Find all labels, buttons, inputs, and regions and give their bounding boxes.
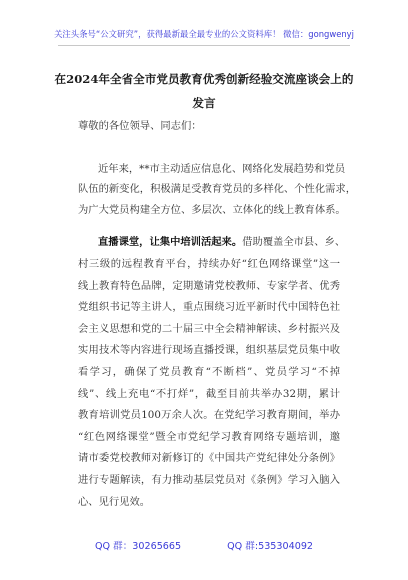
header-note: 关注头条号“公文研究”，获得最新最全最专业的公文资料库！ 微信：gongwenyj: [54, 29, 354, 39]
salutation: 尊敬的各位领导、同志们：: [78, 120, 202, 132]
paragraph-2-line-6: 实用技术等内容进行现场直播授课，组织基层党员集中收: [78, 344, 340, 356]
paragraph-2-line-13: 心、见行见效。: [78, 496, 151, 508]
paragraph-1-line-3: 为广大党员构建全方位、多层次、立体化的线上教育体系。: [78, 204, 346, 216]
paragraph-1-line-2: 队伍的新变化，积极满足受教育党员的多样化、个性化需求，: [78, 183, 357, 195]
paragraph-2-first-rest: 借助覆盖全市县、乡、: [242, 236, 346, 248]
paragraph-2-line-4: 党组织书记等主讲人，重点围绕习近平新时代中国特色社: [78, 301, 340, 313]
paragraph-2-line-1: [98, 235, 346, 249]
footer-qq-group-2: QQ 群:535304092: [227, 541, 314, 552]
document-title-line-1: 在2024年全省全市党员教育优秀创新经验交流座谈会上的: [54, 72, 354, 86]
paragraph-2-line-8: 线”、线上充电“不打烊”，截至目前共举办32期，累计: [78, 388, 340, 400]
paragraph-2-lead: 直播课堂，让集中培训活起来。: [98, 236, 243, 248]
paragraph-2-line-7: 看学习，确保了党员教育“不断档”、党员学习“不掉: [78, 366, 340, 378]
document-title-line-2: 发言: [192, 96, 216, 110]
footer-contacts: [0, 538, 408, 552]
paragraph-2-line-5: 会主义思想和党的二十届三中全会精神解读、乡村振兴及: [78, 323, 340, 335]
paragraph-2-line-3: 线上教育特色品牌，定期邀请党校教师、专家学者、优秀: [78, 280, 340, 292]
paragraph-2-line-11: 请市委党校教师对新修订的《中国共产党纪律处分条例》: [78, 452, 340, 464]
paragraph-2-line-2: 村三级的远程教育平台，持续办好“红色网络课堂”这一: [78, 258, 340, 270]
header-divider: [58, 45, 350, 46]
paragraph-1-line-1: 近年来，**市主动适应信息化、网络化发展趋势和党员: [98, 163, 346, 175]
paragraph-2-line-9: 教育培训党员100万余人次。在党纪学习教育期间，举办: [78, 409, 340, 421]
footer-qq-group-1: QQ 群：30265665: [94, 541, 182, 552]
paragraph-2-line-10: “红色网络课堂”暨全市党纪学习教育网络专题培训，邀: [78, 431, 340, 443]
paragraph-2-line-12: 进行专题解读，有力推动基层党员对《条例》学习入脑入: [78, 474, 340, 486]
